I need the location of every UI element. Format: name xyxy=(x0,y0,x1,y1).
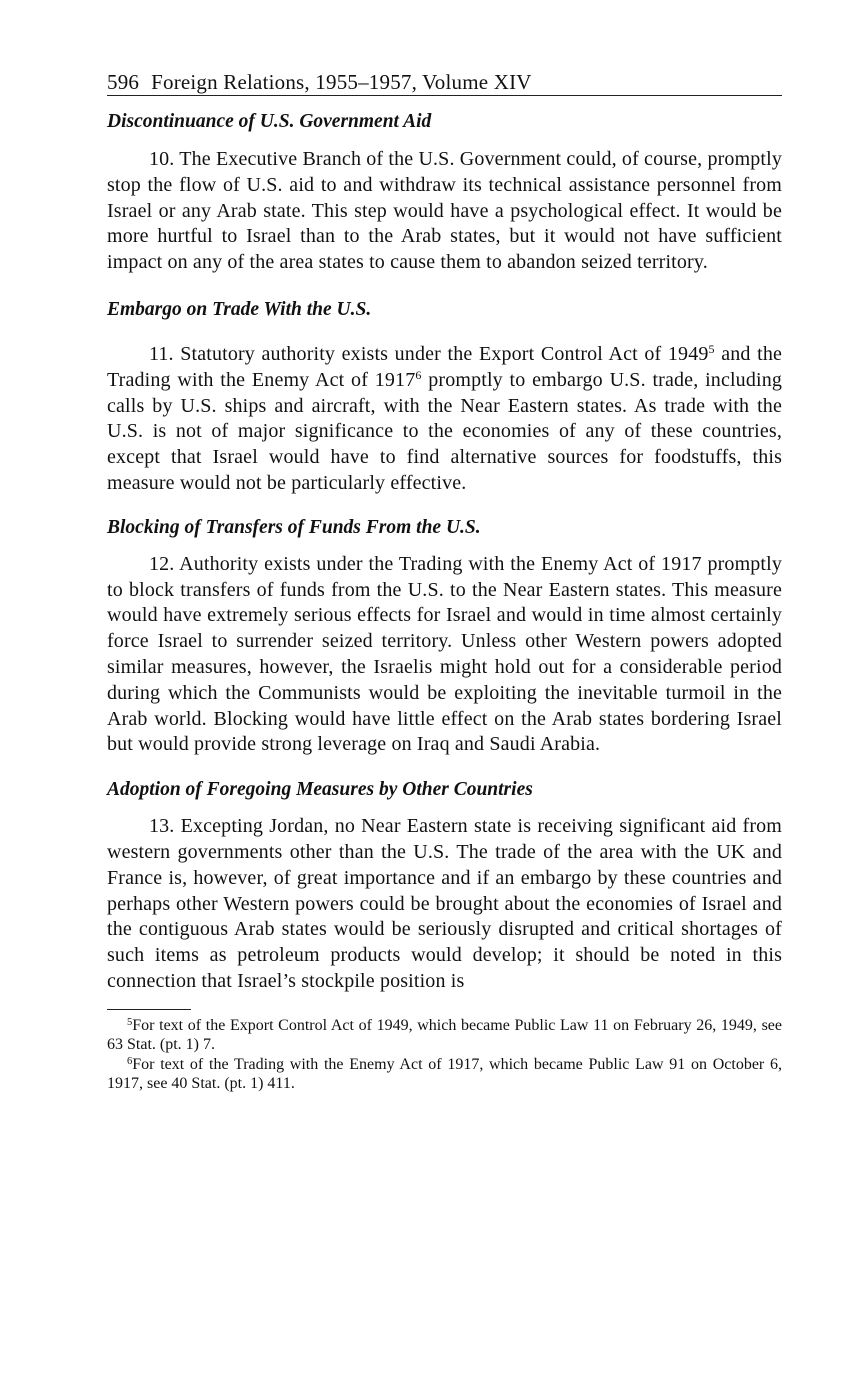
paragraph-12: 12. Authority exists under the Trading with the Enemy Act of 1917 promptly to block transfers of funds from the U.S. to the Near Eastern states. This measure would have extremely serious effects for Israel and would in time almost certainly force Israel to surrender seized territory. Unless other Western powers adopted similar measures, however, the Israelis might hold out for a considerable period during which the Communists would be exploiting the inevitable turmoil in the Arab world. Blocking would have little effect on the Arab states bordering Israel but would provide strong leverage on Iraq and Saudi Arabia. xyxy=(107,552,782,756)
page-number: 596 xyxy=(107,70,140,94)
running-head xyxy=(107,70,782,96)
section-heading-blocking-funds: Blocking of Transfers of Funds From the U.S. xyxy=(107,516,481,538)
section-heading-trade-embargo: Embargo on Trade With the U.S. xyxy=(107,298,372,320)
paragraph-10: 10. The Executive Branch of the U.S. Government could, of course, promptly stop the flow of U.S. aid to and withdraw its technical assistance personnel from Israel or any Arab state. This step would have a psychological effect. It would be more hurtful to Israel than to the Arab states, but it would not have sufficient impact on any of the area states to cause them to abandon seized territory. xyxy=(107,148,782,274)
footnote-reference-5: 5 xyxy=(708,341,715,356)
paragraph-11 xyxy=(107,342,782,497)
paragraph-11-text-b: and the Trading with the Enemy Act of 1917 xyxy=(107,342,782,391)
document-page xyxy=(107,70,782,1094)
footnote-5 xyxy=(107,1016,782,1055)
footnote-reference-6: 6 xyxy=(415,367,422,382)
section-heading-other-countries: Adoption of Foregoing Measures by Other Countries xyxy=(107,779,533,801)
footnote-5-text: For text of the Export Control Act of 1949, which became Public Law 11 on February 26, 1949, see 63 Stat. (pt. 1) 7. xyxy=(107,1016,782,1054)
paragraph-13: 13. Excepting Jordan, no Near Eastern state is receiving significant aid from western governments other than the U.S. The trade of the area with the UK and France is, however, of great importance and if an embargo by these countries and perhaps other Western powers could be brought about the economies of Israel and the contiguous Arab states would be seriously disrupted and critical shortages of such items as petroleum products would develop; it should be noted in this connection that Israel’s stockpile position is xyxy=(107,815,782,992)
footnote-5-marker: 5 xyxy=(127,1016,133,1028)
paragraph-11-text-a: 11. Statutory authority exists under the Export Control Act of 1949 xyxy=(149,342,709,365)
section-heading-discontinuance-of-aid: Discontinuance of U.S. Government Aid xyxy=(107,111,432,132)
footnote-divider xyxy=(107,1009,191,1010)
footnote-6-text: For text of the Trading with the Enemy Act of 1917, which became Public Law 91 on October 6, 1917, see 40 Stat. (pt. 1) 411. xyxy=(107,1055,782,1093)
volume-title: Foreign Relations, 1955–1957, Volume XIV xyxy=(151,70,532,94)
footnote-6 xyxy=(107,1055,782,1094)
footnote-6-marker: 6 xyxy=(127,1055,133,1067)
paragraph-11-text-c: promptly to embargo U.S. trade, including calls by U.S. ships and aircraft, with the Near Eastern states. As trade with the U.S. is not of major significance to the economies of any of these countries, except that Israel would have to find alternative sources for foodstuffs, this measure would not be particularly effective. xyxy=(107,368,782,494)
